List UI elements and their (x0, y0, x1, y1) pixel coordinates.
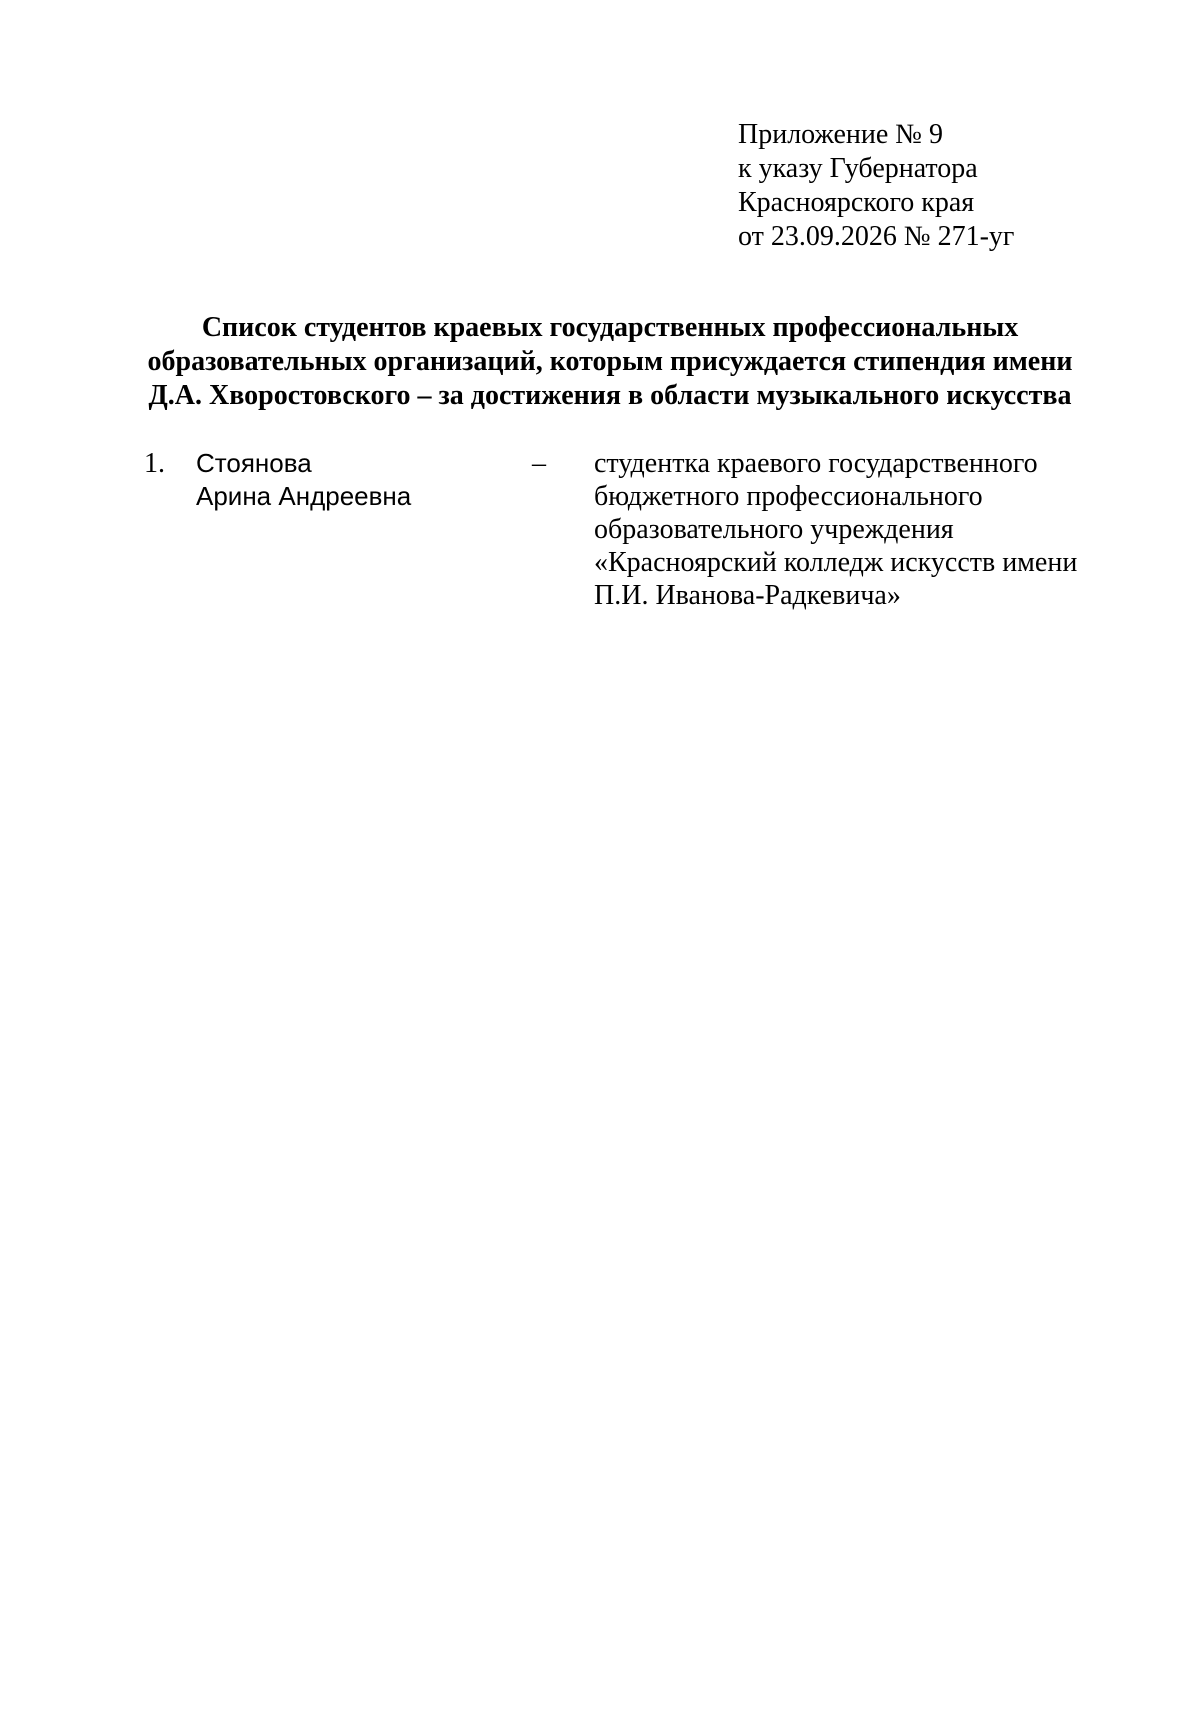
approval-line: от 23.09.2026 № 271-уг (738, 221, 1015, 252)
description-line: бюджетного профессионального (594, 481, 983, 512)
title-line: Список студентов краевых государственных профессиональных (201, 312, 1019, 343)
title-line: образовательных организаций, которым присуждается стипендия имени (147, 346, 1073, 377)
title-line: Д.А. Хворостовского – за достижения в области музыкального искусства (148, 380, 1072, 411)
approval-line: Красноярского края (738, 187, 975, 218)
separator-dash: – (532, 448, 546, 479)
document-title (110, 311, 1110, 413)
description-line: студентка краевого государственного (594, 448, 1038, 479)
approval-block (738, 118, 1158, 254)
student-given-names: Арина Андреевна (196, 481, 412, 511)
item-number: 1. (144, 448, 165, 479)
description-line: образовательного учреждения (594, 514, 954, 545)
student-surname: Стоянова (196, 448, 312, 478)
student-description (594, 447, 1114, 612)
description-line: П.И. Иванова-Радкевича» (594, 580, 901, 611)
approval-line: к указу Губернатора (738, 153, 978, 184)
description-line: «Красноярский колледж искусств имени (594, 547, 1078, 578)
approval-line: Приложение № 9 (738, 119, 943, 150)
student-name (196, 447, 411, 513)
